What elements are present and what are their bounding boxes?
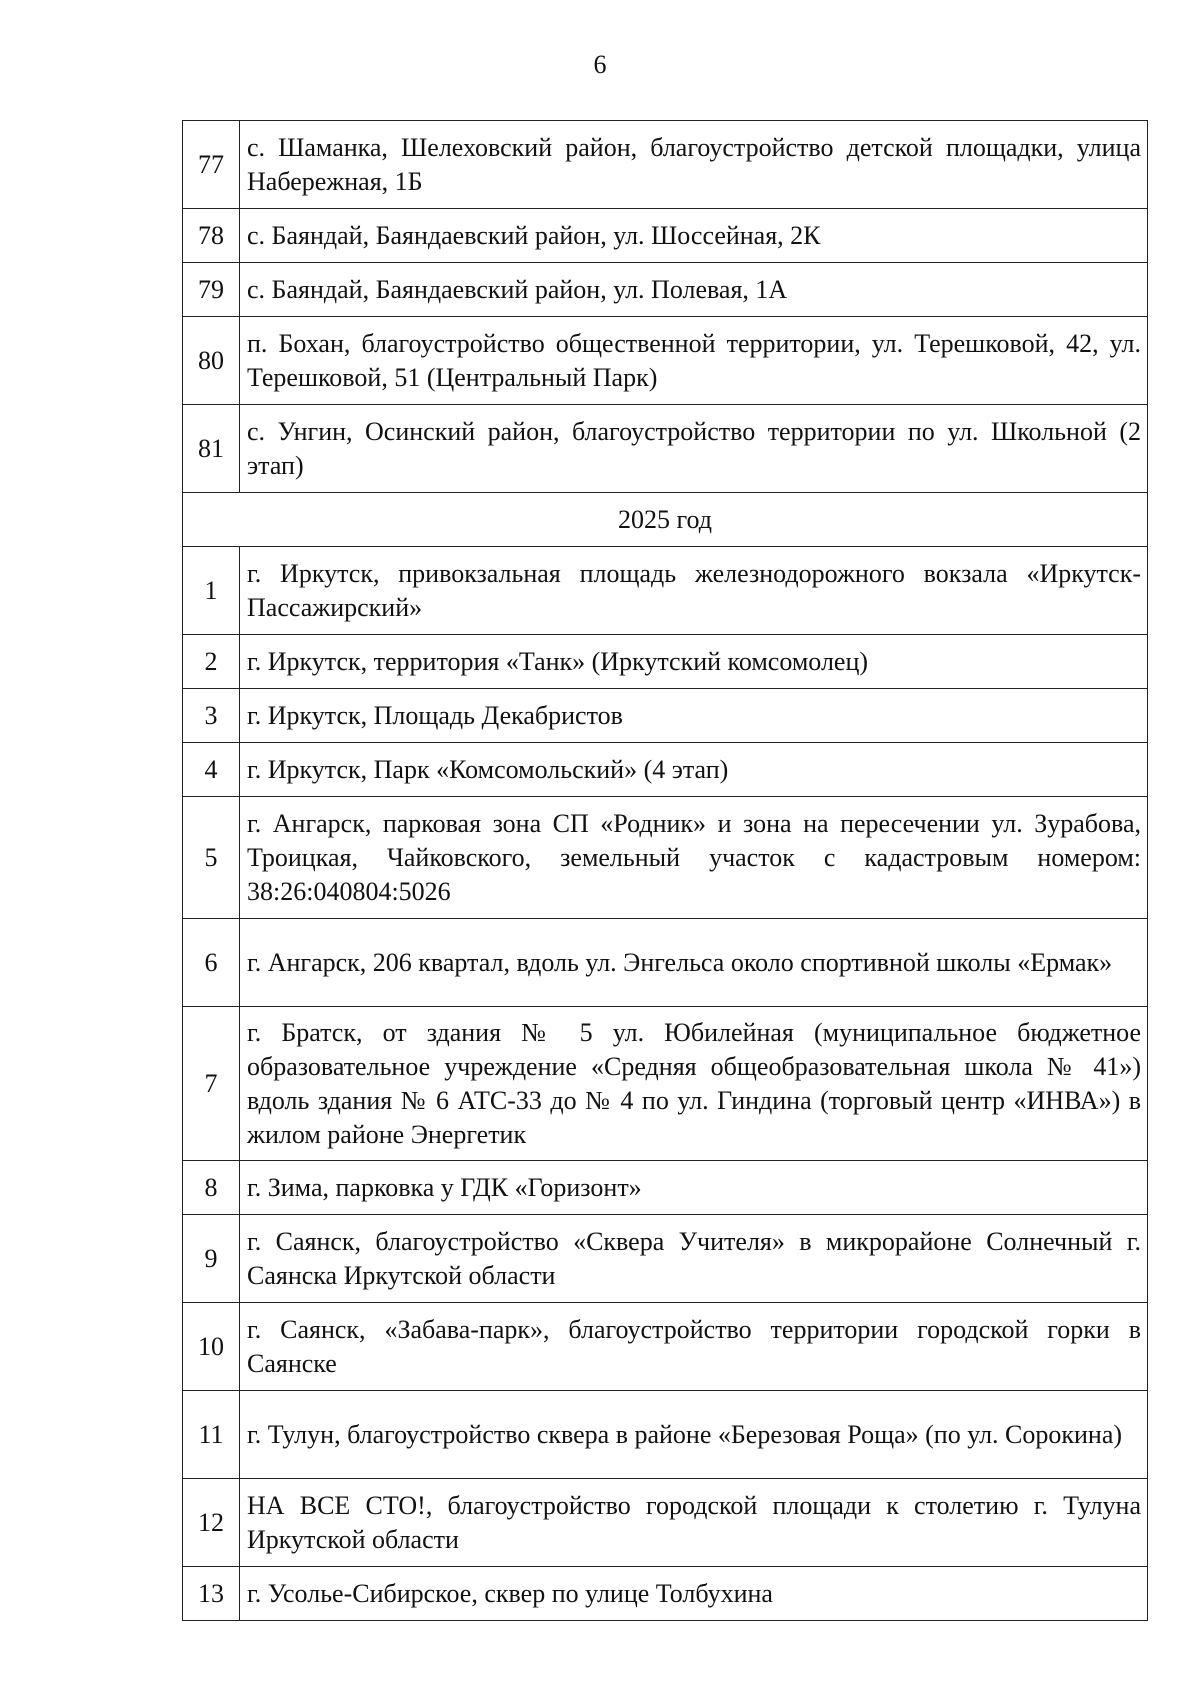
table-row (183, 209, 1148, 263)
row-text: г. Иркутск, территория «Танк» (Иркутский комсомолец) (240, 635, 1148, 689)
row-number: 13 (183, 1567, 240, 1621)
table-row (183, 547, 1148, 635)
table-row (183, 1303, 1148, 1391)
row-number: 2 (183, 635, 240, 689)
table-row (183, 797, 1148, 919)
table-row (183, 405, 1148, 493)
row-number: 79 (183, 263, 240, 317)
row-text: с. Баяндай, Баяндаевский район, ул. Шоссейная, 2К (240, 209, 1148, 263)
row-text: г. Ангарск, парковая зона СП «Родник» и зона на пересечении ул. Зурабова, Троицкая, Чайковского, земельный участок с кадастровым номером: 38:26:040804:5026 (240, 797, 1148, 919)
row-number: 11 (183, 1391, 240, 1479)
row-number: 3 (183, 689, 240, 743)
row-text: г. Усолье-Сибирское, сквер по улице Толбухина (240, 1567, 1148, 1621)
row-number: 7 (183, 1007, 240, 1161)
row-text: г. Иркутск, привокзальная площадь железнодорожного вокзала «Иркутск-Пассажирский» (240, 547, 1148, 635)
row-text: с. Унгин, Осинский район, благоустройство территории по ул. Школьной (2 этап) (240, 405, 1148, 493)
row-number: 80 (183, 317, 240, 405)
territories-table (182, 120, 1148, 1621)
row-number: 8 (183, 1161, 240, 1215)
year-heading: 2025 год (183, 493, 1148, 547)
row-number: 9 (183, 1215, 240, 1303)
table-row (183, 689, 1148, 743)
row-text: г. Братск, от здания № 5 ул. Юбилейная (муниципальное бюджетное образовательное учреждение «Средняя общеобразовательная школа № 41») вдоль здания № 6 АТС-33 до № 4 по ул. Гиндина (торговый центр «ИНВА») в жилом районе Энергетик (240, 1007, 1148, 1161)
row-number: 1 (183, 547, 240, 635)
row-number: 6 (183, 919, 240, 1007)
row-text: г. Саянск, «Забава-парк», благоустройство территории городской горки в Саянске (240, 1303, 1148, 1391)
table-row (183, 743, 1148, 797)
table-row (183, 1479, 1148, 1567)
row-number: 12 (183, 1479, 240, 1567)
row-text: г. Зима, парковка у ГДК «Горизонт» (240, 1161, 1148, 1215)
table-row (183, 121, 1148, 209)
row-text: г. Саянск, благоустройство «Сквера Учителя» в микрорайоне Солнечный г. Саянска Иркутской области (240, 1215, 1148, 1303)
row-number: 10 (183, 1303, 240, 1391)
year-heading-row (183, 493, 1148, 547)
page-number: 6 (593, 50, 607, 79)
table-row (183, 635, 1148, 689)
row-number: 78 (183, 209, 240, 263)
table-row (183, 919, 1148, 1007)
row-number: 4 (183, 743, 240, 797)
table-row (183, 1215, 1148, 1303)
table-row (183, 1391, 1148, 1479)
row-text: п. Бохан, благоустройство общественной территории, ул. Терешковой, 42, ул. Терешковой, 51 (Центральный Парк) (240, 317, 1148, 405)
row-number: 77 (183, 121, 240, 209)
row-text: г. Иркутск, Парк «Комсомольский» (4 этап) (240, 743, 1148, 797)
row-text: с. Шаманка, Шелеховский район, благоустройство детской площадки, улица Набережная, 1Б (240, 121, 1148, 209)
row-number: 81 (183, 405, 240, 493)
row-text: с. Баяндай, Баяндаевский район, ул. Полевая, 1А (240, 263, 1148, 317)
row-number: 5 (183, 797, 240, 919)
row-text: г. Тулун, благоустройство сквера в районе «Березовая Роща» (по ул. Сорокина) (240, 1391, 1148, 1479)
row-text: г. Иркутск, Площадь Декабристов (240, 689, 1148, 743)
row-text: г. Ангарск, 206 квартал, вдоль ул. Энгельса около спортивной школы «Ермак» (240, 919, 1148, 1007)
table-row (183, 317, 1148, 405)
table-row (183, 1007, 1148, 1161)
table-row (183, 263, 1148, 317)
table-row (183, 1161, 1148, 1215)
table-row (183, 1567, 1148, 1621)
row-text: НА ВСЕ СТО!, благоустройство городской площади к столетию г. Тулуна Иркутской области (240, 1479, 1148, 1567)
